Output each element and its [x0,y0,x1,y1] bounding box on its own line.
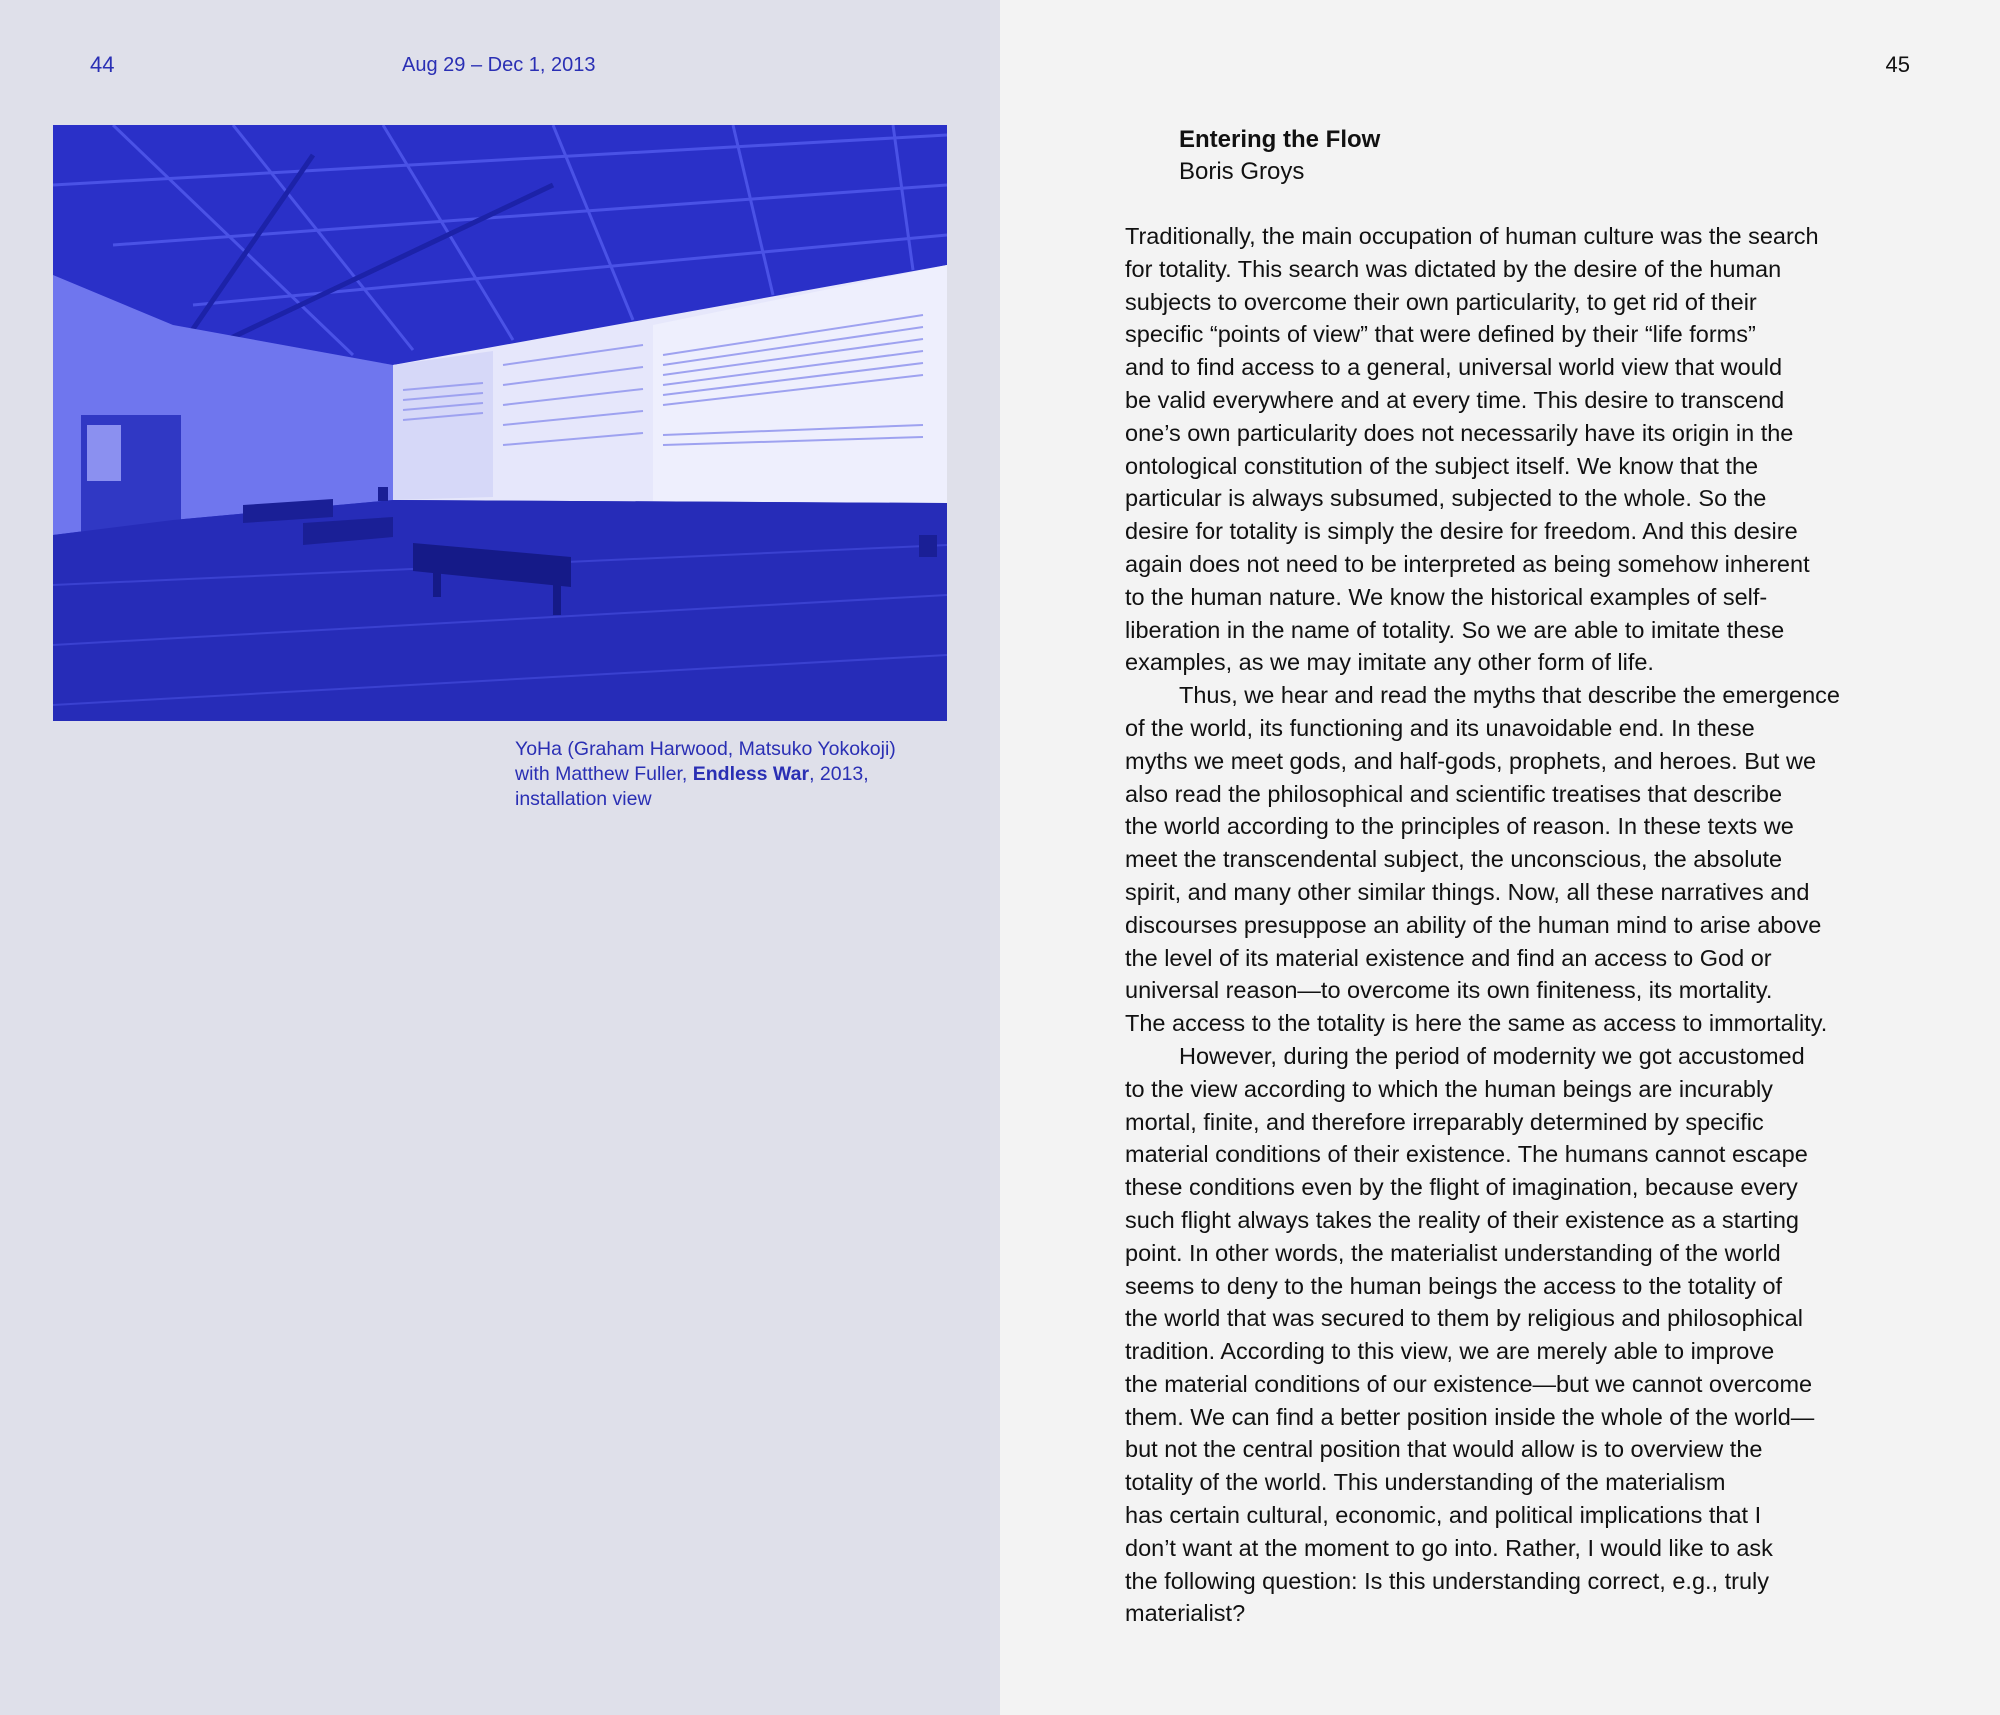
body-line: but not the central position that would allow is to overview the [1125,1436,1763,1463]
body-line: totality of the world. This understanding of the materialism [1125,1469,1726,1496]
body-line: the world that was secured to them by religious and philosophical [1125,1305,1803,1332]
page-number-right: 45 [1885,52,1910,77]
photo-caption [515,737,955,812]
body-line: also read the philosophical and scientific treatises that describe [1125,780,1783,807]
body-line: such flight always takes the reality of their existence as a starting [1125,1206,1799,1233]
body-line: liberation in the name of totality. So we are able to imitate these [1125,616,1785,643]
essay-body [1125,220,1935,1630]
caption-line-1: YoHa (Graham Harwood, Matsuko Yokokoji) [515,738,896,760]
body-line: myths we meet gods, and half-gods, prophets, and heroes. But we [1125,747,1817,774]
header-date: Aug 29 – Dec 1, 2013 [402,54,596,76]
body-line: for totality. This search was dictated by the desire of the human [1125,255,1782,282]
body-line: discourses presuppose an ability of the human mind to arise above [1125,911,1822,938]
body-line: them. We can find a better position inside the whole of the world— [1125,1403,1815,1430]
caption-work-title: Endless War [692,763,810,785]
body-line: ontological constitution of the subject itself. We know that the [1125,452,1759,479]
body-line: materialist? [1125,1600,1246,1627]
body-line: the material conditions of our existence—but we cannot overcome [1125,1370,1813,1397]
body-line: to the human nature. We know the historical examples of self- [1125,583,1768,610]
body-line: point. In other words, the materialist understanding of the world [1125,1239,1781,1266]
body-line: and to find access to a general, universal world view that would [1125,354,1783,381]
body-line: tradition. According to this view, we are merely able to improve [1125,1338,1775,1365]
body-line: particular is always subsumed, subjected to the whole. So the [1125,485,1767,512]
body-line: these conditions even by the flight of imagination, because every [1125,1174,1798,1201]
body-line: specific “points of view” that were defined by their “life forms” [1125,321,1756,348]
body-line: the world according to the principles of reason. In these texts we [1125,813,1794,840]
essay-author: Boris Groys [1179,158,1305,185]
body-line: desire for totality is simply the desire for freedom. And this desire [1125,518,1798,545]
body-line: again does not need to be interpreted as being somehow inherent [1125,550,1810,577]
body-line: has certain cultural, economic, and political implications that I [1125,1502,1762,1529]
body-line: material conditions of their existence. The humans cannot escape [1125,1141,1808,1168]
caption-suffix: , 2013, [809,763,869,785]
body-line: universal reason—to overcome its own finiteness, its mortality. [1125,977,1773,1004]
body-line: to the view according to which the human beings are incurably [1125,1075,1773,1102]
body-line: spirit, and many other similar things. Now, all these narratives and [1125,878,1810,905]
page-number-left: 44 [90,52,115,77]
caption-line-3: installation view [515,788,652,810]
body-line: Traditionally, the main occupation of human culture was the search [1125,223,1819,249]
body-line: subjects to overcome their own particularity, to get rid of their [1125,288,1757,315]
body-line: don’t want at the moment to go into. Rather, I would like to ask [1125,1534,1773,1561]
body-line: The access to the totality is here the same as access to immortality. [1125,1010,1828,1037]
body-line: of the world, its functioning and its unavoidable end. In these [1125,714,1755,741]
body-line: the following question: Is this understanding correct, e.g., truly [1125,1567,1769,1594]
body-line: examples, as we may imitate any other form of life. [1125,649,1654,676]
caption-line-2 [515,762,955,787]
body-line: mortal, finite, and therefore irreparably determined by specific [1125,1108,1764,1135]
body-line: the level of its material existence and find an access to God or [1125,944,1772,971]
caption-prefix: with Matthew Fuller, [515,763,693,785]
body-line: one’s own particularity does not necessarily have its origin in the [1125,419,1794,446]
body-line: However, during the period of modernity we got accustomed [1179,1042,1805,1069]
body-line: seems to deny to the human beings the access to the totality of [1125,1272,1783,1299]
essay-title: Entering the Flow [1179,126,1381,153]
body-line: meet the transcendental subject, the unconscious, the absolute [1125,846,1783,873]
installation-photo [53,125,947,721]
body-line: be valid everywhere and at every time. This desire to transcend [1125,386,1785,413]
body-line: Thus, we hear and read the myths that describe the emergence [1179,682,1840,709]
